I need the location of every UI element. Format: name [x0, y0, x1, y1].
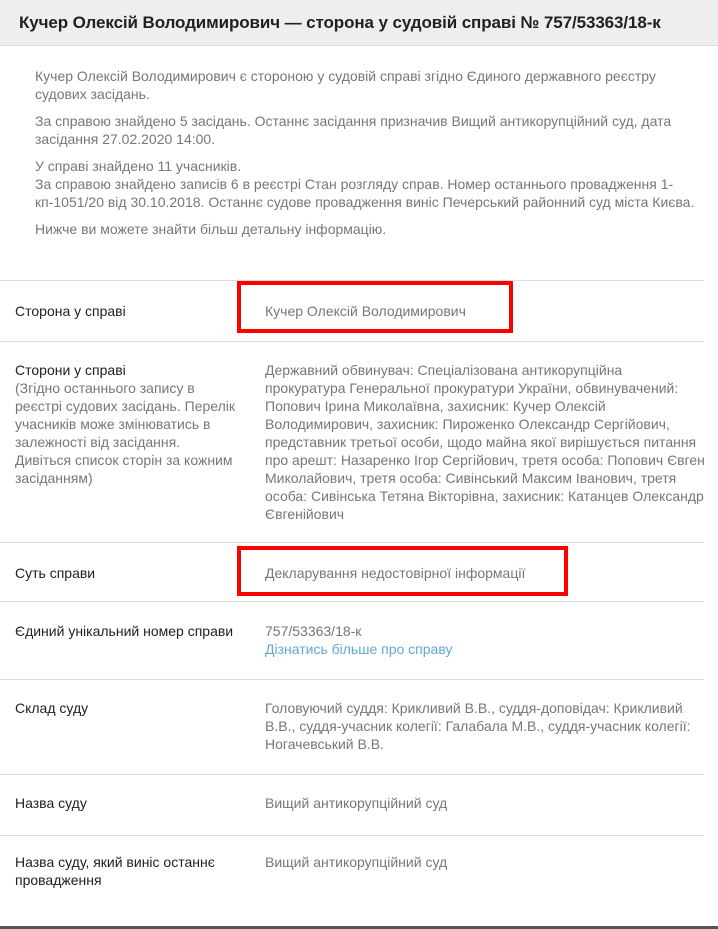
row-label: Назва суду, який виніс останнє провадження: [15, 854, 215, 888]
info-row-parties: [0, 341, 704, 542]
row-label-note: (Згідно останнього запису в реєстрі судових засідань. Перелік учасників може змінюватись в залежності від засідання. Дивіться список сторін за кожним засіданням): [15, 380, 235, 486]
row-label: Склад суду: [15, 700, 89, 716]
row-value: Головуючий суддя: Крикливий В.В., суддя-доповідач: Крикливий В.В., суддя-учасник колегії: Галабала М.В., суддя-учасник колегії: Ногачевський В.В.: [265, 700, 691, 752]
row-value: Кучер Олексій Володимирович: [265, 303, 466, 319]
intro-text: [35, 67, 695, 247]
intro-paragraph: У справі знайдено 11 учасників.: [35, 158, 242, 174]
intro-paragraph: За справою знайдено записів 6 в реєстрі Стан розгляду справ. Номер останнього провадження 1-кп-1051/20 від 30.10.2018. Останнє судове провадження виніс Печерський районний суд міста Києва.: [35, 176, 695, 210]
row-value: Декларування недостовірної інформації: [265, 565, 526, 581]
page-title: Кучер Олексій Володимирович — сторона у судовій справі № 757/53363/18-к: [19, 13, 661, 32]
info-row-case-number: [0, 601, 704, 679]
row-label: [15, 361, 240, 487]
info-row-court: [0, 774, 704, 835]
row-label-text: Сторони у справі: [15, 362, 126, 378]
intro-paragraph: Нижче ви можете знайти більш детальну інформацію.: [35, 221, 387, 237]
row-value: [265, 622, 710, 658]
row-value: Вищий антикорупційний суд: [265, 795, 448, 811]
row-label: Суть справи: [15, 565, 96, 581]
info-row-last-court: [0, 835, 704, 926]
intro-paragraph: Кучер Олексій Володимирович є стороною у судовій справі згідно Єдиного державного реєстру судових засідань.: [35, 68, 656, 102]
row-value: Державний обвинувач: Спеціалізована антикорупційна прокуратура Генеральної прокуратури України, обвинувачений: Попович Ірина Миколаївна, захисник: Кучер Олексій Володимирович, захисник: Пироженко Олександр Сергійович, представник третьої особи, щодо майна якої вирішується питання про арешт: Назаренко Ігор Сергійович, третя особа: Попович Євген Миколайович, третя особа: Сивінський Максим Іванович, третя особа: Сивінська Тетяна Вікторівна, захисник: Катанцев Олександр Євгенійович: [265, 362, 705, 522]
highlight-box-essence: [237, 546, 568, 596]
row-label: Назва суду: [15, 795, 87, 811]
intro-paragraph: За справою знайдено 5 засідань. Останнє засідання призначив Вищий антикорупційний суд, дата засідання 27.02.2020 14:00.: [35, 113, 672, 147]
row-value: Вищий антикорупційний суд: [265, 854, 448, 870]
case-number-text: 757/53363/18-к: [265, 623, 362, 639]
info-row-panel: [0, 679, 704, 774]
case-details-link[interactable]: Дізнатись більше про справу: [265, 641, 453, 657]
row-label: Сторона у справі: [15, 303, 126, 319]
header-bar: [0, 0, 718, 46]
highlight-box-party: [237, 281, 513, 333]
row-label: Єдиний унікальний номер справи: [15, 623, 234, 639]
